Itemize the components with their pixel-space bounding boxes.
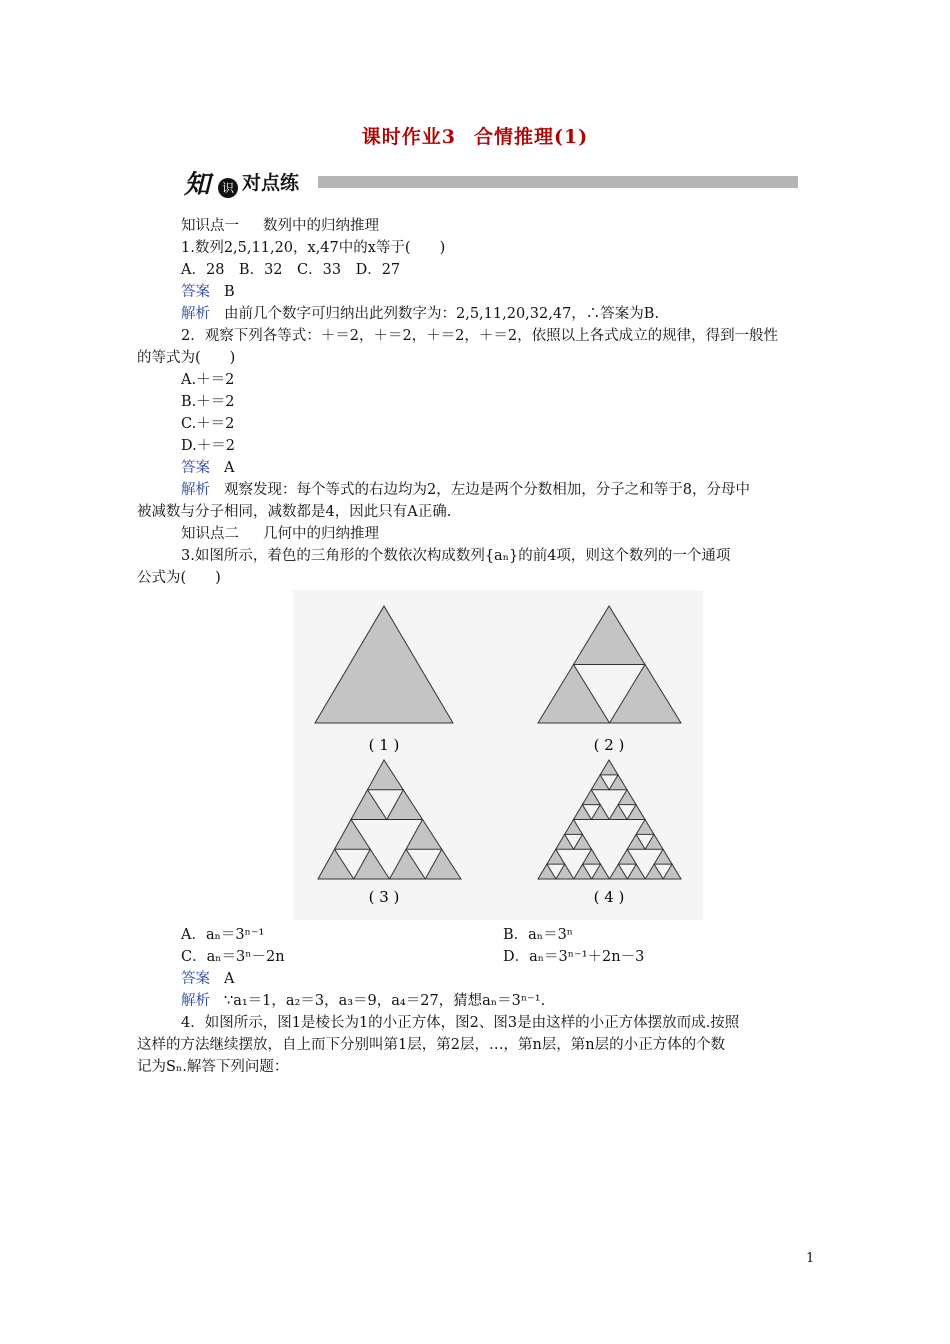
- figure-label-2: ( 2 ): [593, 736, 625, 754]
- shaded-triangle: [565, 820, 583, 835]
- shaded-triangle: [610, 864, 628, 879]
- banner-logo-char2: 识: [218, 178, 238, 198]
- q3-stem-line1: 3.如图所示，着色的三角形的个数依次构成数列{aₙ}的前4项，则这个数列的一个通项: [181, 548, 731, 564]
- section1-heading: [181, 216, 379, 236]
- shaded-triangle: [354, 849, 390, 879]
- q1-answer-value: B: [224, 284, 235, 300]
- q3-answer: [181, 969, 234, 989]
- shaded-triangle: [574, 864, 592, 879]
- q2-option-b: B.＋＝2: [181, 394, 235, 410]
- shaded-triangle: [654, 849, 672, 864]
- q2-analysis-line2: 被减数与分子相同，减数都是4，因此只有A正确.: [137, 504, 452, 520]
- title-sub: 合情推理(1): [474, 126, 589, 148]
- shaded-triangle: [583, 849, 601, 864]
- sierpinski-figure: [293, 590, 703, 920]
- shaded-triangle: [406, 820, 442, 850]
- shaded-triangle: [636, 820, 654, 835]
- q1-analysis-label: 解析: [181, 306, 210, 322]
- q2-analysis-text: 观察发现：每个等式的右边均为2，左边是两个分数相加，分子之和等于8，分母中: [224, 482, 750, 498]
- q2-analysis-line1: [181, 480, 750, 500]
- shaded-triangle: [610, 665, 682, 724]
- q2-answer: [181, 458, 234, 478]
- figure-label-1: ( 1 ): [368, 736, 400, 754]
- sierpinski-svg: [293, 590, 703, 920]
- shaded-triangle: [627, 864, 645, 879]
- shaded-triangle: [390, 849, 426, 879]
- section2-name: 几何中的归纳推理: [263, 526, 379, 542]
- shaded-triangle: [556, 834, 574, 849]
- q3-option-b: B．aₙ＝3ⁿ: [503, 927, 574, 943]
- shaded-triangle: [556, 864, 574, 879]
- q1-analysis-text: 由前几个数字可归纳出此列数字为：2,5,11,20,32,47，∴答案为B.: [224, 306, 660, 322]
- shaded-triangle: [618, 790, 636, 805]
- q2-analysis-label: 解析: [181, 482, 210, 498]
- section2-label: 知识点二: [181, 526, 239, 542]
- banner-bar: [318, 176, 798, 188]
- q3-analysis: [181, 991, 545, 1011]
- q3-option-d: D．aₙ＝3ⁿ⁻¹＋2n－3: [503, 949, 645, 965]
- shaded-triangle: [574, 606, 646, 665]
- shaded-triangle: [318, 849, 354, 879]
- q2-stem-line1: 2．观察下列各等式：＋＝2，＋＝2，＋＝2，＋＝2，依照以上各式成立的规律，得到一般性: [181, 328, 779, 344]
- shaded-triangle: [627, 805, 645, 820]
- q3-option-c: C．aₙ＝3ⁿ－2n: [181, 949, 285, 965]
- shaded-triangle: [547, 849, 565, 864]
- banner-title: 对点练: [242, 172, 300, 194]
- section-banner: [178, 158, 798, 210]
- shaded-triangle: [574, 805, 592, 820]
- shaded-triangle: [663, 864, 681, 879]
- shaded-triangle: [591, 775, 609, 790]
- shaded-triangle: [387, 790, 423, 820]
- q1-answer: [181, 282, 235, 302]
- q3-answer-value: A: [224, 971, 235, 987]
- shaded-triangle: [609, 775, 627, 790]
- shaded-triangle: [592, 864, 610, 879]
- section2-heading: [181, 524, 379, 544]
- shaded-triangle: [425, 849, 461, 879]
- shaded-triangle: [574, 834, 592, 849]
- figure-label-3: ( 3 ): [368, 888, 400, 906]
- q4-line2: 这样的方法继续摆放，自上而下分别叫第1层，第2层，…，第n层，第n层的小正方体的个数: [137, 1037, 726, 1053]
- shaded-triangle: [582, 790, 600, 805]
- shaded-triangle: [609, 805, 627, 820]
- shaded-triangle: [351, 790, 387, 820]
- q3-analysis-text: ∵a₁＝1，a₂＝3，a₃＝9，a₄＝27，猜想aₙ＝3ⁿ⁻¹.: [224, 993, 546, 1009]
- shaded-triangle: [645, 864, 663, 879]
- title-main: 课时作业3: [361, 126, 457, 148]
- q2-answer-value: A: [224, 460, 235, 476]
- q3-option-a: A．aₙ＝3ⁿ⁻¹: [181, 927, 265, 943]
- shaded-triangle: [591, 805, 609, 820]
- q1-answer-label: 答案: [181, 284, 210, 300]
- shaded-triangle: [368, 760, 404, 790]
- shaded-triangle: [600, 760, 618, 775]
- q3-answer-label: 答案: [181, 971, 210, 987]
- section1-label: 知识点一: [181, 218, 239, 234]
- q3-stem-line2: 公式为( ): [137, 570, 221, 586]
- page-number: 1: [806, 1251, 815, 1266]
- figure-label-4: ( 4 ): [593, 888, 625, 906]
- shaded-triangle: [645, 834, 663, 849]
- q2-stem-line2: 的等式为( ): [137, 350, 236, 366]
- shaded-triangle: [538, 864, 556, 879]
- shaded-triangle: [315, 606, 453, 723]
- q4-line3: 记为Sₙ.解答下列问题：: [137, 1059, 289, 1075]
- q2-answer-label: 答案: [181, 460, 210, 476]
- q1-analysis: [181, 304, 659, 324]
- q2-option-a: A.＋＝2: [181, 372, 235, 388]
- shaded-triangle: [618, 849, 636, 864]
- q3-analysis-label: 解析: [181, 993, 210, 1009]
- page-title: [0, 122, 950, 149]
- q1-stem: 1.数列2,5,11,20，x,47中的x等于( ): [181, 240, 446, 256]
- section1-name: 数列中的归纳推理: [263, 218, 379, 234]
- shaded-triangle: [627, 834, 645, 849]
- q2-option-d: D.＋＝2: [181, 438, 235, 454]
- q4-line1: 4．如图所示，图1是棱长为1的小正方体，图2、图3是由这样的小正方体摆放而成.按照: [181, 1015, 740, 1031]
- shaded-triangle: [538, 665, 610, 724]
- shaded-triangle: [335, 820, 371, 850]
- q1-options: A．28 B．32 C．33 D．27: [181, 262, 401, 278]
- q2-option-c: C.＋＝2: [181, 416, 235, 432]
- banner-logo-char1: 知: [184, 170, 211, 200]
